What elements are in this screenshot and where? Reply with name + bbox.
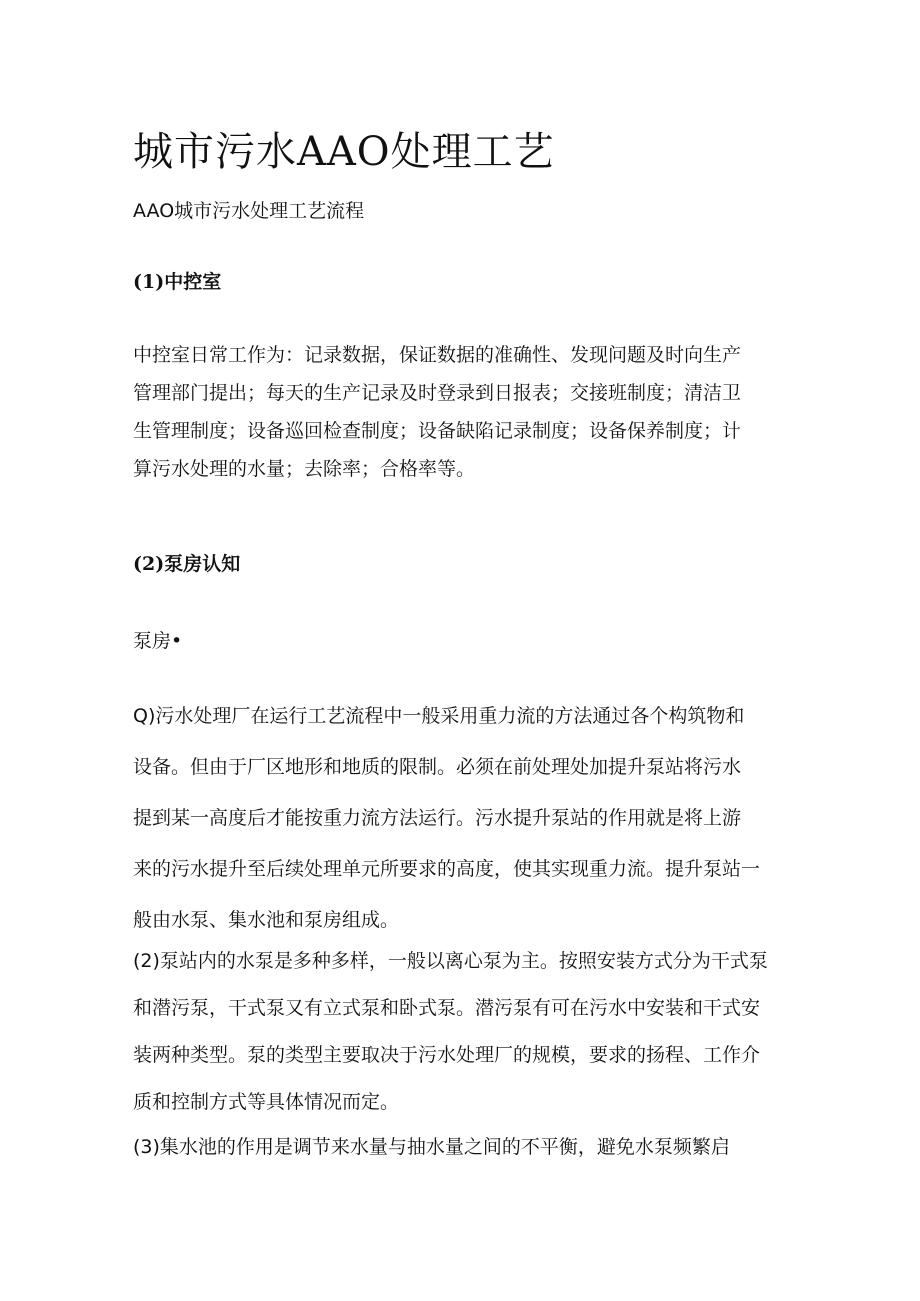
text-line: 来的污水提升至后续处理单元所要求的高度，使其实现重力流。提升泵站一 bbox=[133, 858, 761, 880]
document-subtitle: AAO城市污水处理工艺流程 bbox=[133, 200, 365, 222]
text-line: 质和控制方式等具体情况而定。 bbox=[133, 1091, 400, 1113]
paragraph-pump-item-3 bbox=[133, 1128, 730, 1166]
text-line: Q)污水处理厂在运行工艺流程中一般采用重力流的方法通过各个构筑物和 bbox=[133, 705, 745, 727]
paragraph-pump-item-2 bbox=[133, 938, 768, 1126]
paragraph-control-room-duties bbox=[133, 336, 741, 488]
text-line: (2)泵站内的水泵是多种多样，一般以离心泵为主。按照安装方式分为干式泵 bbox=[133, 950, 768, 972]
text-line: 生管理制度；设备巡回检查制度；设备缺陷记录制度；设备保养制度；计 bbox=[133, 420, 742, 442]
text-line: 管理部门提出；每天的生产记录及时登录到日报表；交接班制度；清洁卫 bbox=[133, 382, 742, 404]
text-line: 般由水泵、集水池和泵房组成。 bbox=[133, 909, 400, 931]
text-line: 中控室日常工作为：记录数据，保证数据的准确性、发现问题及时向生产 bbox=[133, 344, 742, 366]
text-line: 装两种类型。泵的类型主要取决于污水处理厂的规模，要求的扬程、工作介 bbox=[133, 1044, 761, 1066]
section-heading-pump-house: (2)泵房认知 bbox=[133, 553, 241, 575]
document-title: 城市污水AAO处理工艺 bbox=[133, 129, 555, 175]
text-line: 和潜污泵，干式泵又有立式泵和卧式泵。潜污泵有可在污水中安装和干式安 bbox=[133, 997, 761, 1019]
text-line: 提到某一高度后才能按重力流方法运行。污水提升泵站的作用就是将上游 bbox=[133, 807, 742, 829]
paragraph-pump-item-1 bbox=[133, 691, 760, 946]
text-line: (3)集水池的作用是调节来水量与抽水量之间的不平衡，避免水泵频繁启 bbox=[133, 1136, 730, 1158]
pump-house-intro: 泵房• bbox=[133, 630, 183, 652]
text-line: 设备。但由于厂区地形和地质的限制。必须在前处理处加提升泵站将污水 bbox=[133, 756, 742, 778]
text-line: 算污水处理的水量；去除率；合格率等。 bbox=[133, 458, 476, 480]
section-heading-control-room: (1)中控室 bbox=[133, 271, 222, 293]
